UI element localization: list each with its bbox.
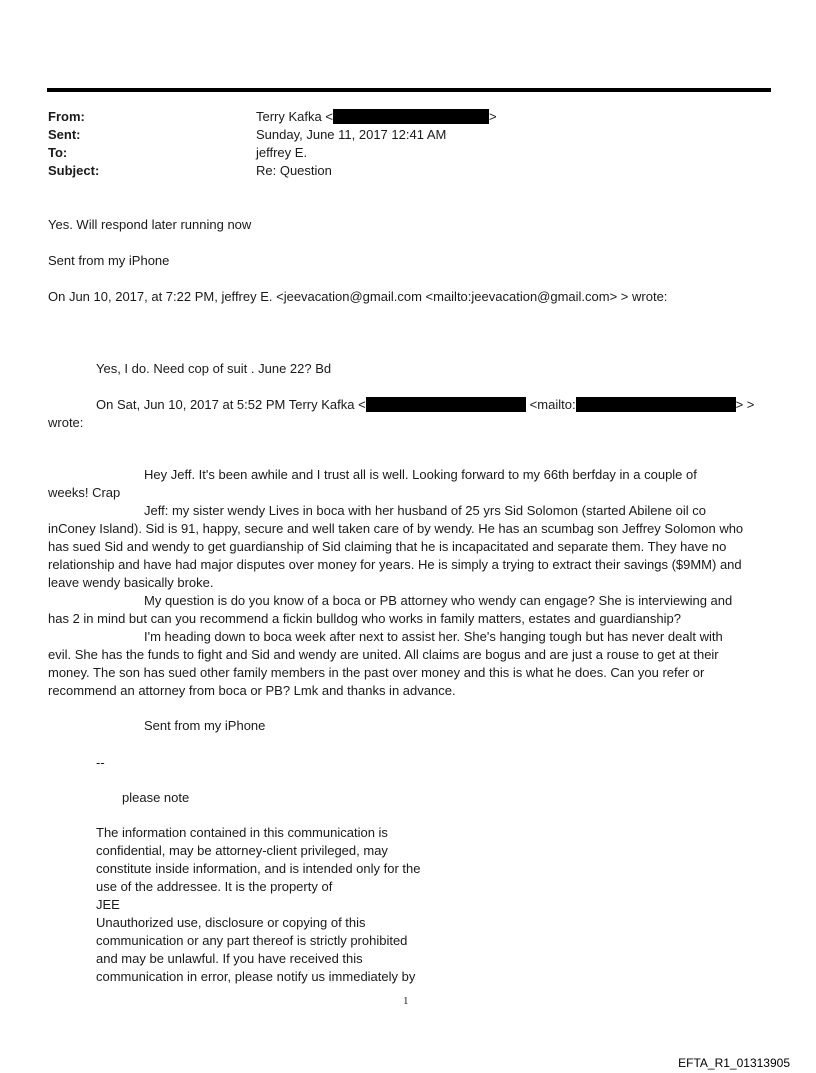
- quote-header: On Jun 10, 2017, at 7:22 PM, jeffrey E. <jeevacation@gmail.com <mailto:jeevacation@gmail.com> > wrote:: [48, 289, 668, 304]
- quote-header-part1: On Sat, Jun 10, 2017 at 5:52 PM Terry Kafka <: [96, 397, 366, 412]
- header-rule: [47, 88, 771, 92]
- from-label: From:: [48, 109, 85, 124]
- redaction-bar: [366, 397, 526, 412]
- redaction-bar: [576, 397, 736, 412]
- message-paragraph-2: [48, 502, 764, 592]
- email-header: [48, 108, 768, 180]
- reply-text: Yes. Will respond later running now: [48, 217, 252, 232]
- subject-value: Re: Question: [256, 163, 332, 178]
- paragraph-3-rest: has 2 in mind but can you recommend a fickin bulldog who works in family matters, estates and guardianship?: [48, 611, 681, 626]
- from-value: [256, 108, 768, 126]
- disclaimer: [96, 824, 430, 986]
- page-number: 1: [403, 995, 409, 1007]
- from-row: [48, 108, 768, 126]
- paragraph-2-rest: inConey Island). Sid is 91, happy, secure and well taken care of by wendy. He has an scumbag son Jeffrey Solomon who has sued Sid and wendy to get guardianship of Sid claiming that he is incapacitated and separate them. They have no relationship and have had major disputes over money for years. He is simply a trying to extract their savings ($9MM) and leave wendy basically broke.: [48, 521, 744, 590]
- quoted-reply: Yes, I do. Need cop of suit . June 22? Bd: [96, 361, 332, 376]
- bates-number: EFTA_R1_01313905: [678, 1056, 790, 1070]
- subject-label: Subject:: [48, 163, 100, 178]
- sent-from-iphone-quoted: Sent from my iPhone: [144, 718, 266, 733]
- message-paragraph-1: [48, 466, 760, 502]
- quote-header-wrote: wrote:: [48, 415, 84, 430]
- sent-label: Sent:: [48, 127, 81, 142]
- paragraph-1-rest: weeks! Crap: [48, 485, 121, 500]
- to-row: [48, 144, 768, 162]
- sent-value: Sunday, June 11, 2017 12:41 AM: [256, 127, 447, 142]
- please-note: please note: [122, 790, 190, 805]
- paragraph-2-first: Jeff: my sister wendy Lives in boca with her husband of 25 yrs Sid Solomon (started Abilene oil co: [144, 503, 706, 518]
- to-value: jeffrey E.: [256, 145, 308, 160]
- quote-header-part2: <mailto:: [529, 397, 576, 412]
- sent-from-iphone: Sent from my iPhone: [48, 253, 170, 268]
- sent-row: [48, 126, 768, 144]
- from-close: >: [488, 109, 497, 124]
- subject-row: [48, 162, 768, 180]
- paragraph-1-first: Hey Jeff. It's been awhile and I trust all is well. Looking forward to my 66th berfday in a couple of: [144, 467, 697, 482]
- quote-header-part3: > >: [735, 397, 755, 412]
- from-name: Terry Kafka <: [256, 109, 333, 124]
- paragraph-4-first: I'm heading down to boca week after next to assist her. She's hanging tough but has never dealt with: [144, 629, 723, 644]
- disclaimer-jee: JEE: [96, 897, 120, 912]
- message-paragraph-3: [48, 592, 764, 628]
- paragraph-3-first: My question is do you know of a boca or PB attorney who wendy can engage? She is interviewing and: [144, 593, 733, 608]
- paragraph-4-rest: evil. She has the funds to fight and Sid and wendy are united. All claims are bogus and are just a rouse to get at their money. The son has sued other family members in the past over money and this is what he does. Can you refer or recommend an attorney from boca or PB? Lmk and thanks in advance.: [48, 647, 719, 698]
- disclaimer-text-1: The information contained in this communication is confidential, may be attorney-client privileged, may constitute inside information, and is intended only for the use of the addressee. It is the property of: [96, 825, 421, 894]
- disclaimer-text-2: Unauthorized use, disclosure or copying of this communication or any part thereof is strictly prohibited and may be unlawful. If you have received this communication in error, please notify us immediately by: [96, 915, 416, 984]
- signature-separator: --: [96, 755, 105, 770]
- redaction-bar: [333, 109, 489, 124]
- nested-quote-header: [96, 396, 754, 414]
- to-label: To:: [48, 145, 68, 160]
- message-paragraph-4: [48, 628, 760, 700]
